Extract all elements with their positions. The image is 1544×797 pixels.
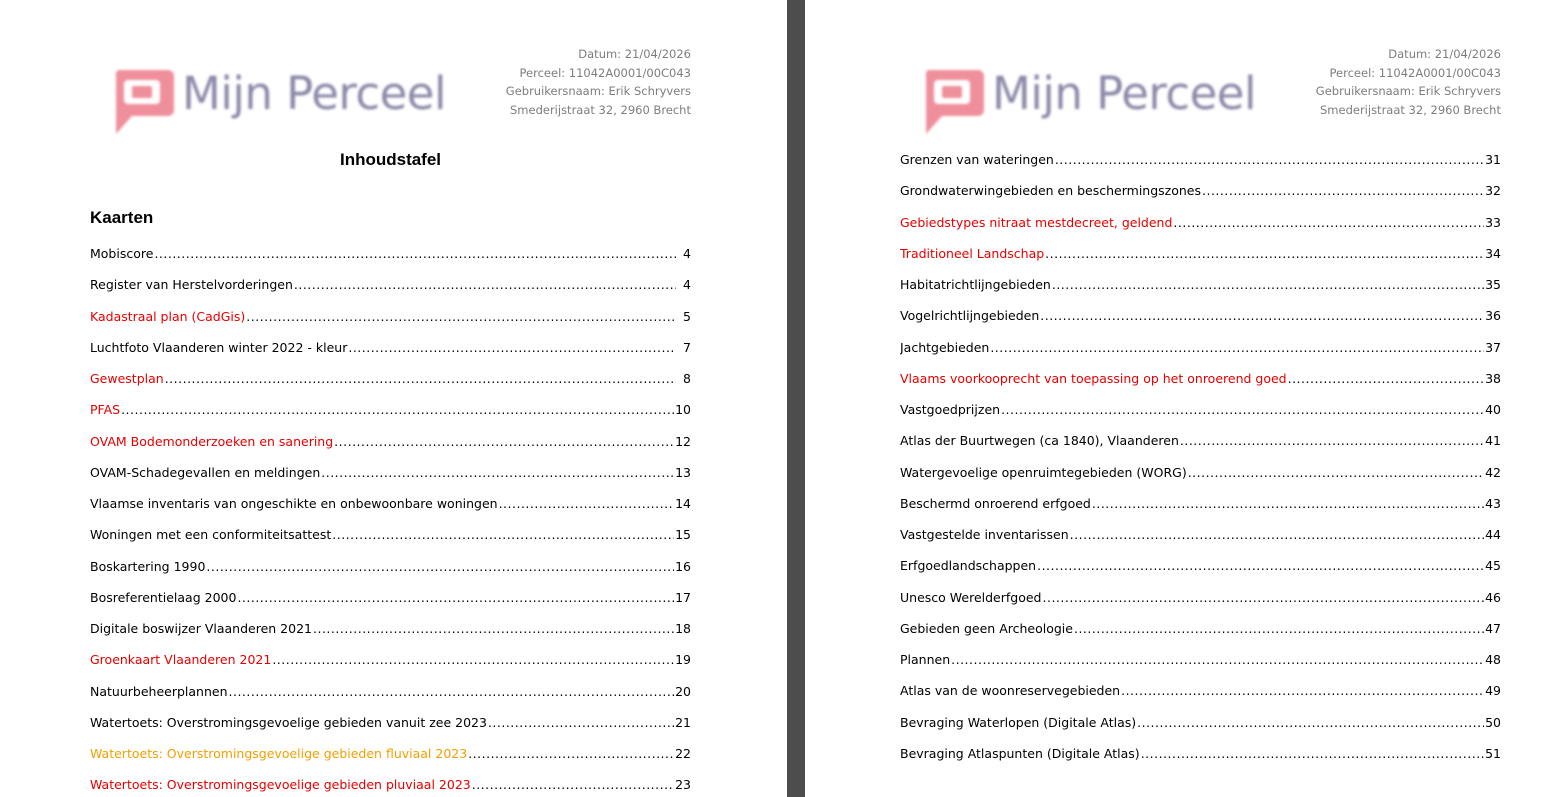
toc-entry-page-number: 32 <box>1485 183 1501 199</box>
address-text: Smederijstraat 32, 2960 Brecht <box>510 103 691 118</box>
toc-entry[interactable] <box>90 488 691 519</box>
toc-entry-label: Mobiscore <box>90 246 154 262</box>
toc-dot-leader <box>229 684 675 699</box>
toc-entry-label: Watertoets: Overstromingsgevoelige gebieden vanuit zee 2023 <box>90 714 487 730</box>
toc-dot-leader <box>294 277 676 292</box>
toc-entry-page-number: 4 <box>683 277 691 293</box>
toc-entry[interactable] <box>900 457 1501 488</box>
toc-entry-page-number: 50 <box>1485 714 1501 730</box>
toc-dot-leader <box>1092 496 1484 511</box>
toc-entry-label: Gebiedstypes nitraat mestdecreet, geldend <box>900 214 1173 230</box>
toc-dot-leader <box>1188 465 1484 480</box>
toc-dot-leader <box>332 527 674 542</box>
toc-dot-leader <box>334 434 674 449</box>
toc-dot-leader <box>206 559 674 574</box>
toc-dot-leader <box>272 652 674 667</box>
toc-entry[interactable] <box>90 769 691 797</box>
toc-entry-page-number: 18 <box>675 621 691 637</box>
toc-entry-page-number: 38 <box>1485 370 1501 386</box>
toc-dot-leader <box>1288 371 1484 386</box>
toc-entry[interactable] <box>900 363 1501 394</box>
toc-entry-label: Bosreferentielaag 2000 <box>90 589 237 605</box>
toc-entry-page-number: 15 <box>675 527 691 543</box>
toc-entry-page-number: 20 <box>675 683 691 699</box>
toc-entry-page-number: 23 <box>675 777 691 793</box>
toc-dot-leader <box>472 777 674 792</box>
toc-entry[interactable] <box>90 301 691 332</box>
toc-entry-label: Vlaams voorkooprecht van toepassing op het onroerend goed <box>900 370 1287 386</box>
toc-entry[interactable] <box>900 394 1501 425</box>
toc-entry[interactable] <box>900 550 1501 581</box>
toc-entry-label: Atlas der Buurtwegen (ca 1840), Vlaanderen <box>900 433 1179 449</box>
toc-entry[interactable] <box>90 332 691 363</box>
toc-entry-label: Woningen met een conformiteitsattest <box>90 527 332 543</box>
speech-bubble-icon <box>110 64 174 138</box>
toc-entry-page-number: 48 <box>1485 652 1501 668</box>
toc-entry-page-number: 43 <box>1485 495 1501 511</box>
toc-entry-label: Kadastraal plan (CadGis) <box>90 308 246 324</box>
toc-entry-label: Gewestplan <box>90 371 164 387</box>
toc-entry-page-number: 41 <box>1485 433 1501 449</box>
toc-entry-page-number: 5 <box>683 308 691 324</box>
toc-entry[interactable] <box>90 519 691 550</box>
address-text: Smederijstraat 32, 2960 Brecht <box>1320 103 1501 118</box>
toc-entry-label: Watergevoelige openruimtegebieden (WORG) <box>900 464 1187 480</box>
toc-entry-page-number: 17 <box>675 589 691 605</box>
toc-entry-page-number: 40 <box>1485 402 1501 418</box>
toc-entry[interactable] <box>900 644 1501 675</box>
toc-entry[interactable] <box>90 707 691 738</box>
toc-dot-leader <box>1043 590 1485 605</box>
logo-text: Mijn Perceel <box>992 67 1256 120</box>
toc-dot-leader <box>1037 558 1484 573</box>
toc-dot-leader <box>1052 277 1484 292</box>
toc-dot-leader <box>1141 746 1484 761</box>
toc-entry-label: Boskartering 1990 <box>90 558 206 574</box>
toc-entry-label: Watertoets: Overstromingsgevoelige gebieden pluviaal 2023 <box>90 777 471 793</box>
toc-entry-label: Digitale boswijzer Vlaanderen 2021 <box>90 621 312 637</box>
toc-entry[interactable] <box>900 707 1501 738</box>
toc-dot-leader <box>1137 715 1484 730</box>
toc-dot-leader <box>321 465 674 480</box>
toc-entry-label: Vastgoedprijzen <box>900 402 1001 418</box>
toc-entry-page-number: 22 <box>675 746 691 762</box>
toc-entry-label: Gebieden geen Archeologie <box>900 620 1073 636</box>
toc-entry-page-number: 13 <box>675 464 691 480</box>
toc-entry[interactable] <box>900 144 1501 175</box>
toc-dot-leader <box>488 715 674 730</box>
toc-entry-page-number: 46 <box>1485 589 1501 605</box>
toc-entry[interactable] <box>90 363 691 394</box>
toc-entry[interactable] <box>90 582 691 613</box>
toc-entry-label: Grondwaterwingebieden en beschermingszones <box>900 183 1202 199</box>
toc-entry-page-number: 8 <box>683 371 691 387</box>
toc-entry-label: Plannen <box>900 652 951 668</box>
username-text: Gebruikersnaam: Erik Schryvers <box>505 84 691 99</box>
speech-bubble-icon <box>920 64 984 138</box>
toc-entry-page-number: 4 <box>683 246 691 262</box>
toc-entry-page-number: 21 <box>675 714 691 730</box>
toc-entry-label: Bevraging Atlaspunten (Digitale Atlas) <box>900 745 1140 761</box>
toc-entry[interactable] <box>90 644 691 675</box>
toc-entry[interactable] <box>90 613 691 644</box>
date-text: Datum: 21/04/2026 <box>578 47 691 61</box>
toc-dot-leader <box>1001 402 1484 417</box>
toc-entry[interactable] <box>900 238 1501 269</box>
toc-entry-page-number: 19 <box>675 652 691 668</box>
toc-entry-label: OVAM Bodemonderzoeken en sanering <box>90 433 334 449</box>
toc-entry-page-number: 10 <box>675 402 691 418</box>
toc-entry-label: Vastgestelde inventarissen <box>900 527 1069 543</box>
toc-entry-label: Luchtfoto Vlaanderen winter 2022 - kleur <box>90 339 348 355</box>
toc-entry-label: Grenzen van wateringen <box>900 152 1054 168</box>
toc-entry-label: PFAS <box>90 402 121 418</box>
toc-list-left <box>90 238 691 797</box>
logo-text: Mijn Perceel <box>182 67 446 120</box>
toc-entry-page-number: 49 <box>1485 683 1501 699</box>
toc-entry-page-number: 42 <box>1485 464 1501 480</box>
document-page-right <box>805 0 1544 797</box>
toc-entry-page-number: 44 <box>1485 527 1501 543</box>
toc-entry-page-number: 45 <box>1485 558 1501 574</box>
toc-dot-leader <box>499 496 675 511</box>
toc-entry[interactable] <box>900 738 1501 769</box>
toc-entry[interactable] <box>90 457 691 488</box>
toc-entry-page-number: 51 <box>1485 745 1501 761</box>
toc-entry[interactable] <box>90 394 691 425</box>
toc-dot-leader <box>1040 308 1484 323</box>
toc-entry-label: Habitatrichtlijngebieden <box>900 277 1051 293</box>
toc-dot-leader <box>1180 433 1484 448</box>
toc-dot-leader <box>246 309 676 324</box>
toc-dot-leader <box>165 371 676 386</box>
date-text: Datum: 21/04/2026 <box>1388 47 1501 61</box>
toc-entry-page-number: 35 <box>1485 277 1501 293</box>
toc-entry-page-number: 12 <box>675 433 691 449</box>
toc-entry[interactable] <box>900 675 1501 706</box>
toc-entry-label: Erfgoedlandschappen <box>900 558 1037 574</box>
toc-entry-label: Watertoets: Overstromingsgevoelige gebieden fluviaal 2023 <box>90 746 468 762</box>
toc-entry[interactable] <box>900 332 1501 363</box>
toc-entry[interactable] <box>900 425 1501 456</box>
section-heading: Kaarten <box>90 208 154 227</box>
toc-entry-label: Jachtgebieden <box>900 339 990 355</box>
toc-entry[interactable] <box>90 676 691 707</box>
toc-entry-label: Register van Herstelvorderingen <box>90 277 293 293</box>
toc-entry-label: Beschermd onroerend erfgoed <box>900 495 1091 511</box>
toc-entry-page-number: 34 <box>1485 245 1501 261</box>
toc-entry[interactable] <box>90 238 691 269</box>
toc-entry-page-number: 36 <box>1485 308 1501 324</box>
toc-entry[interactable] <box>900 207 1501 238</box>
toc-dot-leader <box>313 621 674 636</box>
toc-entry-label: Natuurbeheerplannen <box>90 683 228 699</box>
toc-dot-leader <box>1121 683 1484 698</box>
toc-entry-label: Bevraging Waterlopen (Digitale Atlas) <box>900 714 1137 730</box>
toc-entry-page-number: 16 <box>675 558 691 574</box>
toc-dot-leader <box>468 746 674 761</box>
toc-entry[interactable] <box>90 738 691 769</box>
toc-entry-page-number: 31 <box>1485 152 1501 168</box>
toc-list-right <box>900 144 1501 769</box>
username-text: Gebruikersnaam: Erik Schryvers <box>1315 84 1501 99</box>
toc-entry-label: Groenkaart Vlaanderen 2021 <box>90 652 272 668</box>
toc-entry-label: Vlaamse inventaris van ongeschikte en onbewoonbare woningen <box>90 496 498 512</box>
toc-dot-leader <box>121 402 674 417</box>
toc-dot-leader <box>990 340 1484 355</box>
toc-entry-page-number: 37 <box>1485 339 1501 355</box>
toc-dot-leader <box>237 590 674 605</box>
parcel-text: Perceel: 11042A0001/00C043 <box>519 65 691 80</box>
toc-entry[interactable] <box>900 582 1501 613</box>
parcel-text: Perceel: 11042A0001/00C043 <box>1329 65 1501 80</box>
toc-dot-leader <box>1202 183 1484 198</box>
toc-dot-leader <box>1074 621 1484 636</box>
toc-entry-label: Vogelrichtlijngebieden <box>900 308 1040 324</box>
toc-entry[interactable] <box>900 519 1501 550</box>
toc-dot-leader <box>1045 246 1484 261</box>
toc-entry[interactable] <box>900 175 1501 206</box>
document-meta <box>291 45 691 120</box>
toc-entry[interactable] <box>900 269 1501 300</box>
document-meta <box>1101 45 1501 120</box>
toc-entry-label: OVAM-Schadegevallen en meldingen <box>90 464 321 480</box>
toc-entry-page-number: 14 <box>675 496 691 512</box>
toc-entry[interactable] <box>900 488 1501 519</box>
toc-entry-page-number: 47 <box>1485 620 1501 636</box>
toc-dot-leader <box>348 340 676 355</box>
toc-entry-page-number: 7 <box>683 339 691 355</box>
toc-dot-leader <box>951 652 1484 667</box>
toc-entry[interactable] <box>90 426 691 457</box>
toc-dot-leader <box>1055 152 1484 167</box>
toc-entry-label: Traditioneel Landschap <box>900 245 1045 261</box>
toc-entry-label: Unesco Werelderfgoed <box>900 589 1042 605</box>
page-divider <box>787 0 805 797</box>
toc-dot-leader <box>154 246 676 261</box>
toc-entry[interactable] <box>90 269 691 300</box>
toc-entry[interactable] <box>900 613 1501 644</box>
toc-entry[interactable] <box>90 551 691 582</box>
toc-title: Inhoudstafel <box>339 150 442 169</box>
toc-entry-label: Atlas van de woonreservegebieden <box>900 683 1121 699</box>
toc-entry-page-number: 33 <box>1485 214 1501 230</box>
toc-entry[interactable] <box>900 300 1501 331</box>
toc-dot-leader <box>1070 527 1484 542</box>
toc-dot-leader <box>1173 215 1484 230</box>
